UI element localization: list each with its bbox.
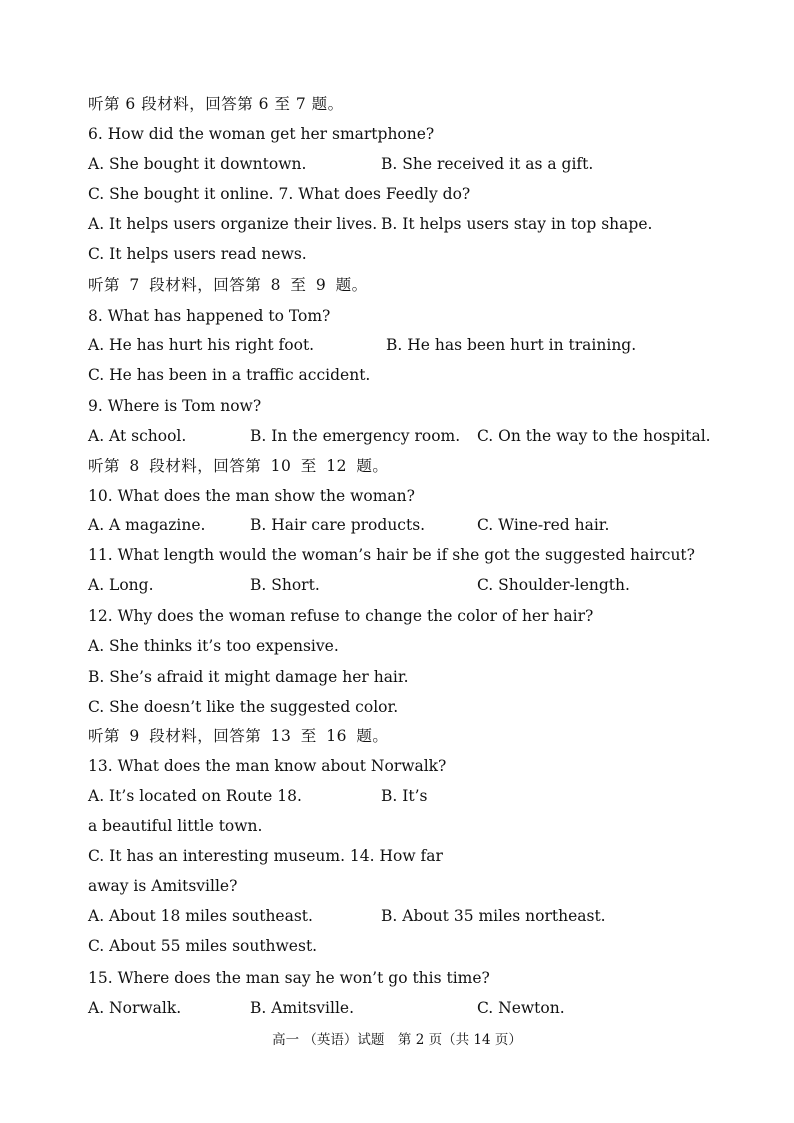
question-12: 12. Why does the woman refuse to change the color of her hair?	[88, 607, 594, 625]
question-12-option-b: B. She’s afraid it might damage her hair.	[88, 668, 409, 686]
question-13: 13. What does the man know about Norwalk?	[88, 757, 447, 775]
question-7-option-c: C. It helps users read news.	[88, 245, 307, 263]
question-8: 8. What has happened to Tom?	[88, 307, 331, 325]
section-8-instruction: 听第 8 段材料，回答第 10 至 12 题。	[88, 457, 389, 475]
question-6-option-c-and-question-7: C. She bought it online. 7. What does Feedly do?	[88, 185, 471, 203]
question-10: 10. What does the man show the woman?	[88, 487, 415, 505]
question-8-option-a: A. He has hurt his right foot.	[88, 336, 315, 354]
question-14-continued: away is Amitsville?	[88, 877, 238, 895]
page-footer: 高一 （英语）试题 第 2 页（共 14 页）	[272, 1032, 522, 1048]
question-8-option-c: C. He has been in a traffic accident.	[88, 366, 371, 384]
question-6: 6. How did the woman get her smartphone?	[88, 125, 435, 143]
question-15-option-c: C. Newton.	[477, 999, 565, 1017]
section-6-instruction: 听第 6 段材料，回答第 6 至 7 题。	[88, 95, 344, 113]
question-9-option-a: A. At school.	[88, 427, 187, 445]
question-9: 9. Where is Tom now?	[88, 397, 262, 415]
question-10-option-b: B. Hair care products.	[250, 516, 426, 534]
question-13-option-c-and-question-14: C. It has an interesting museum. 14. How far	[88, 847, 443, 865]
question-14-option-a: A. About 18 miles southeast.	[88, 907, 313, 925]
question-10-option-c: C. Wine-red hair.	[477, 516, 610, 534]
question-11-option-b: B. Short.	[250, 576, 320, 594]
question-8-option-b: B. He has been hurt in training.	[386, 336, 637, 354]
question-11-option-a: A. Long.	[88, 576, 154, 594]
question-12-option-c: C. She doesn’t like the suggested color.	[88, 698, 399, 716]
question-10-option-a: A. A magazine.	[88, 516, 206, 534]
question-12-option-a: A. She thinks it’s too expensive.	[88, 637, 339, 655]
question-15-option-a: A. Norwalk.	[88, 999, 182, 1017]
section-7-instruction: 听第 7 段材料，回答第 8 至 9 题。	[88, 276, 368, 294]
question-6-option-a: A. She bought it downtown.	[88, 155, 307, 173]
question-9-option-c: C. On the way to the hospital.	[477, 427, 711, 445]
question-13-option-a: A. It’s located on Route 18.	[88, 787, 302, 805]
question-15: 15. Where does the man say he won’t go this time?	[88, 969, 490, 987]
question-6-option-b: B. She received it as a gift.	[381, 155, 594, 173]
question-7-option-b: B. It helps users stay in top shape.	[381, 215, 653, 233]
question-13-option-b: B. It’s	[381, 787, 428, 805]
question-15-option-b: B. Amitsville.	[250, 999, 355, 1017]
question-7-option-a: A. It helps users organize their lives.	[88, 215, 378, 233]
question-13-option-b-continued: a beautiful little town.	[88, 817, 263, 835]
question-11-option-c: C. Shoulder-length.	[477, 576, 630, 594]
question-14-option-c: C. About 55 miles southwest.	[88, 937, 318, 955]
question-14-option-b: B. About 35 miles northeast.	[381, 907, 606, 925]
section-9-instruction: 听第 9 段材料，回答第 13 至 16 题。	[88, 727, 389, 745]
question-9-option-b: B. In the emergency room.	[250, 427, 461, 445]
question-11: 11. What length would the woman’s hair be if she got the suggested haircut?	[88, 546, 695, 564]
